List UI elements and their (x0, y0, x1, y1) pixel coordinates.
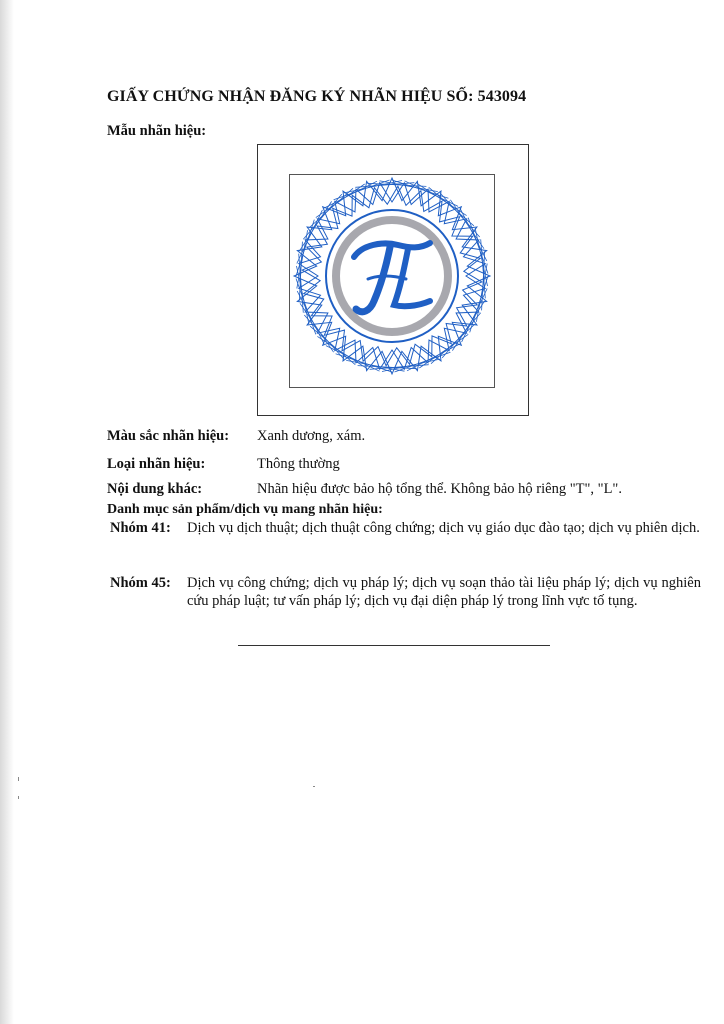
rosette-chord (450, 200, 484, 249)
rosette-chord (462, 289, 488, 343)
rosette-chord (303, 194, 342, 239)
group-label: Nhóm 45: (110, 575, 171, 591)
detail-label: Loại nhãn hiệu: (107, 456, 206, 472)
logo-outer-frame (257, 144, 529, 416)
group-text: Dịch vụ dịch thuật; dịch thuật công chứng; dịch vụ giáo dục đào tạo; dịch vụ phiên dịch. (187, 520, 700, 536)
rosette-chord (407, 344, 460, 371)
rosette-chord (297, 291, 324, 344)
rosette-chord (442, 313, 481, 358)
rosette-chord (419, 334, 468, 368)
rosette-chord (460, 208, 487, 261)
services-heading: Danh mục sản phẩm/dịch vụ mang nhãn hiệu: (107, 502, 383, 517)
detail-label: Màu sắc nhãn hiệu: (107, 428, 230, 444)
end-rule (238, 645, 550, 646)
rosette-chord (429, 187, 474, 226)
scan-speck (18, 796, 19, 799)
group-text: Dịch vụ công chứng; dịch vụ pháp lý; dịch vụ soạn thảo tài liệu pháp lý; dịch vụ nghiên cứu pháp luật; tư vấn pháp lý; dịch vụ đại diện pháp lý trong lĩnh vực tố tụng. (187, 575, 701, 609)
rosette-chord (326, 346, 380, 372)
scan-speck (313, 786, 315, 787)
rosette-chord (300, 303, 334, 352)
scan-shadow (0, 0, 14, 1024)
rosette-chord (405, 181, 459, 207)
scan-speck (18, 777, 19, 781)
rosette-chord (324, 181, 377, 208)
detail-value: Nhãn hiệu được bảo hộ tổng thể. Không bảo hộ riêng "T", "L". (257, 481, 622, 497)
tl-monogram-logo (290, 175, 494, 387)
detail-value: Xanh dương, xám. (257, 428, 366, 444)
mark-sample-label: Mẫu nhãn hiệu: (107, 123, 207, 139)
logo-inner-frame (289, 174, 495, 388)
rosette-chord (297, 210, 323, 264)
detail-value: Thông thường (257, 456, 340, 472)
rosette-chord (310, 326, 355, 365)
detail-label: Nội dung khác: (107, 481, 203, 497)
rosette-chord (316, 184, 365, 218)
group-label: Nhóm 41: (110, 520, 171, 536)
certificate-title: GIẤY CHỨNG NHẬN ĐĂNG KÝ NHÃN HIỆU SỐ: 543094 (107, 88, 527, 105)
